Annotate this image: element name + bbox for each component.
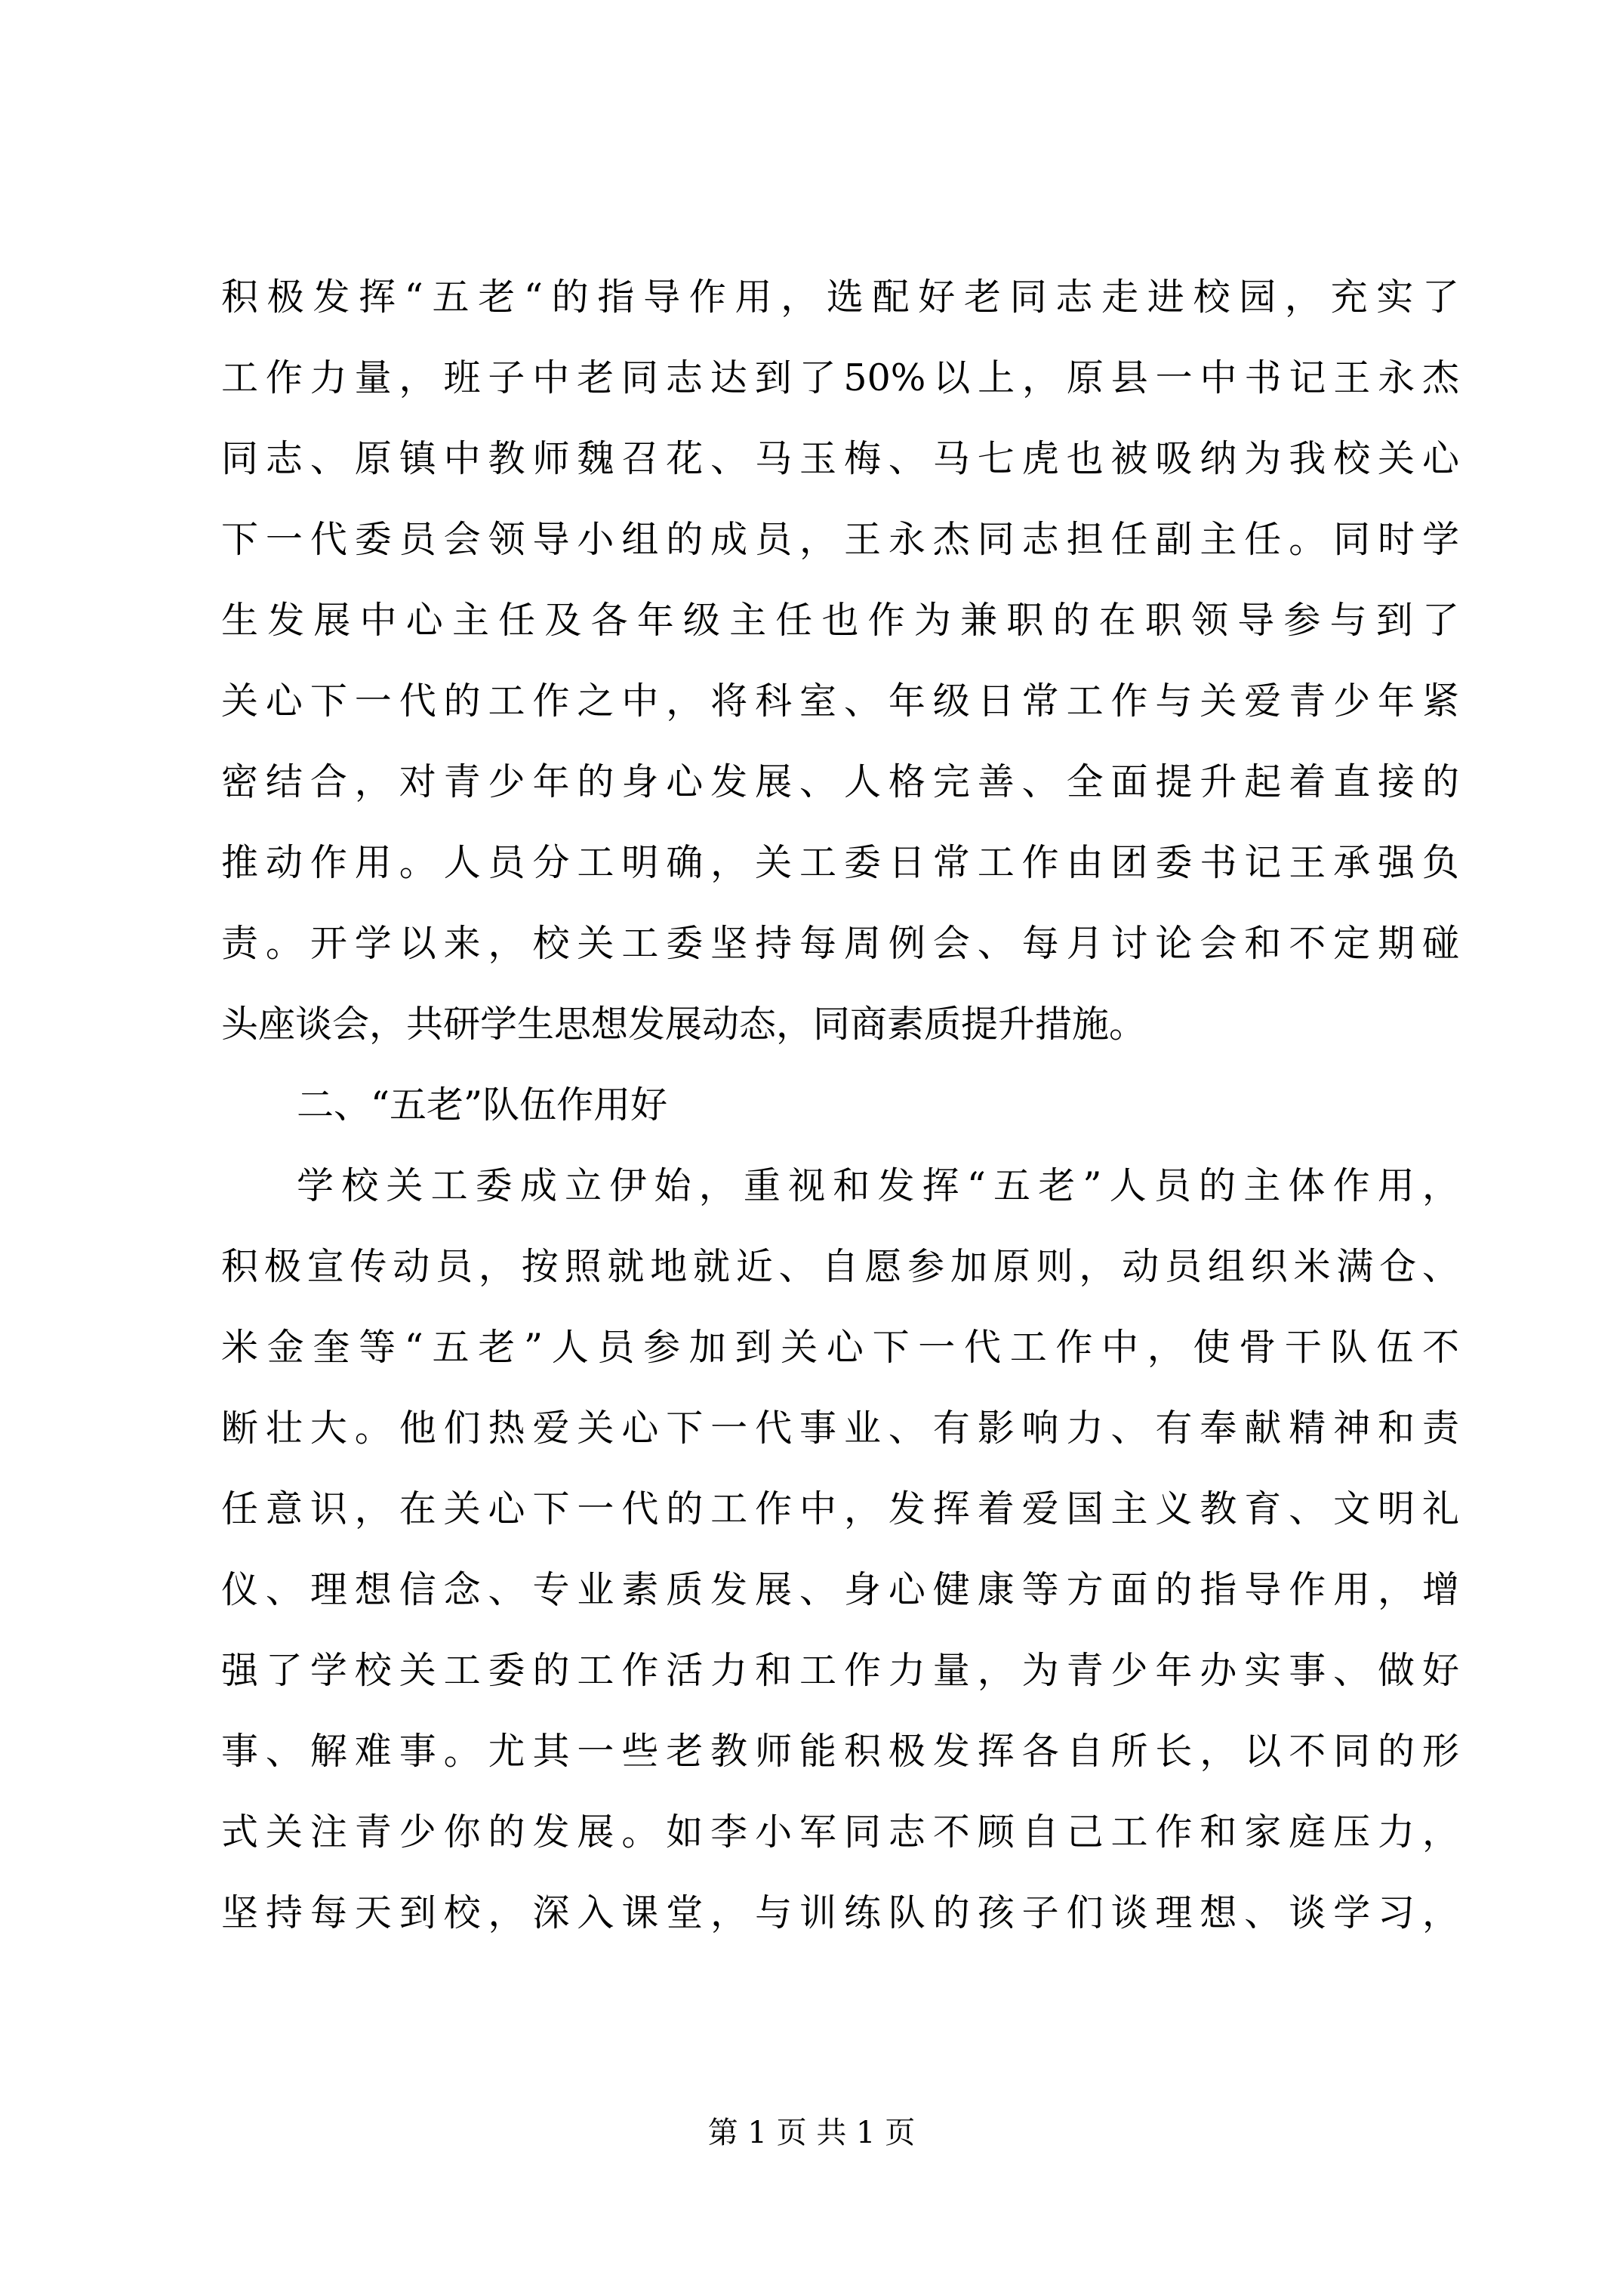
- text-line: 仪、理想信念、专业素质发展、身心健康等方面的指导作用，增: [221, 1568, 1459, 1611]
- text-line: 积极发挥“五老“的指导作用，选配好老同志走进校园，充实了: [221, 276, 1459, 319]
- text-line: 式关注青少你的发展。如李小军同志不顾自己工作和家庭压力，: [221, 1811, 1459, 1854]
- text-line: 密结合，对青少年的身心发展、人格完善、全面提升起着直接的: [221, 760, 1459, 803]
- text-line: 下一代委员会领导小组的成员，王永杰同志担任副主任。同时学: [221, 518, 1459, 561]
- text-line: 学校关工委成立伊始，重视和发挥“五老”人员的主体作用，: [297, 1164, 1459, 1207]
- text-line: 生发展中心主任及各年级主任也作为兼职的在职领导参与到了: [221, 599, 1459, 642]
- text-line: 头座谈会，共研学生思想发展动态，同商素质提升措施。: [221, 1003, 1147, 1046]
- text-line: 同志、原镇中教师魏召花、马玉梅、马七虎也被吸纳为我校关心: [221, 437, 1459, 480]
- section-heading: 二、“五老”队伍作用好: [297, 1083, 668, 1126]
- document-body: [221, 257, 1459, 1953]
- text-line: 工作力量，班子中老同志达到了50%以上，原县一中书记王永杰: [221, 356, 1459, 399]
- text-line: 坚持每天到校，深入课堂，与训练队的孩子们谈理想、谈学习，: [221, 1891, 1459, 1934]
- text-line: 积极宣传动员，按照就地就近、自愿参加原则，动员组织米满仓、: [221, 1245, 1459, 1288]
- page-footer: 第 1 页 共 1 页: [707, 2116, 916, 2150]
- text-line: 事、解难事。尤其一些老教师能积极发挥各自所长，以不同的形: [221, 1730, 1459, 1773]
- text-line: 关心下一代的工作之中，将科室、年级日常工作与关爱青少年紧: [221, 680, 1459, 723]
- text-line: 任意识，在关心下一代的工作中，发挥着爱国主义教育、文明礼: [221, 1487, 1459, 1530]
- text-line: 责。开学以来，校关工委坚持每周例会、每月讨论会和不定期碰: [221, 922, 1459, 965]
- text-line: 断壮大。他们热爱关心下一代事业、有影响力、有奉献精神和责: [221, 1407, 1459, 1450]
- text-line: 强了学校关工委的工作活力和工作力量，为青少年办实事、做好: [221, 1649, 1459, 1692]
- text-line: 米金奎等“五老”人员参加到关心下一代工作中，使骨干队伍不: [221, 1326, 1459, 1369]
- text-line: 推动作用。人员分工明确，关工委日常工作由团委书记王承强负: [221, 841, 1459, 884]
